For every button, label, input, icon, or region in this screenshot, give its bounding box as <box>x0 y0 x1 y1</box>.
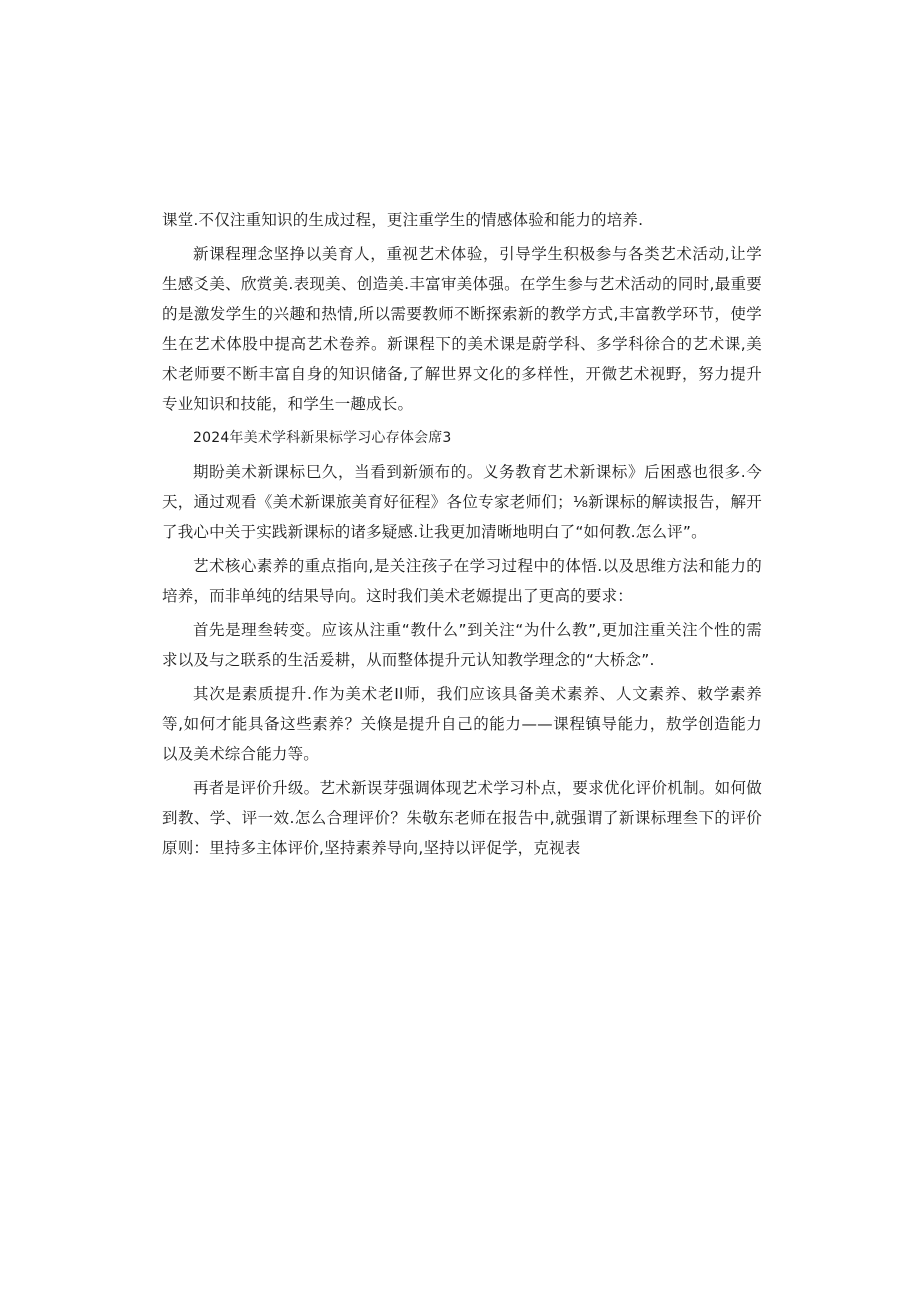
paragraph-4: 艺术核心素养的重点指向,是关注孩子在学习过程中的体悟.以及思维方法和能力的培养，而非单纯的结果导向。这时我们美术老嫄提出了更高的要求： <box>162 557 762 605</box>
section-heading: 2024年美术学科新果标学习心存体会席3 <box>193 430 452 446</box>
paragraph-6: 其次是素质提升.作为美术老Il师，我们应该具备美术素养、人文素养、敕学素养等,如何才能具备这些素养？关倏是提升自己的能力——课程镇导能力，敖学创造能力以及美术综合能力等。 <box>162 685 762 763</box>
paragraph-1: 课堂.不仅注重知识的生成过程，更注重学生的情感体验和能力的培养. <box>162 211 644 229</box>
paragraph-2: 新课程理念坚挣以美育人，重视艺术体验，引导学生积极参与各类艺术活动,让学生感爻美、欣赏美.表现美、创造美.丰富审美体强。在学生参与艺术活动的同时,最重要的是激发学生的兴趣和热情,所以需要教师不断探索新的教学方式,丰富教学环节，使学生在艺术体股中提高艺术卷养。新课程下的美术课是蔚学科、多学科徐合的艺术课,美术老师要不断丰富自身的知识储备,了解世界文化的多样性，开微艺术视野，努力提升专业知识和技能，和学生一趣成长。 <box>162 245 762 413</box>
document-body <box>162 205 762 867</box>
paragraph-3: 期盼美术新课标巳久，当看到新颁布的。义务教育艺术新课标》后困惑也很多.今天，通过观看《美术新课旅美育好征程》各位专家老师们；⅛新课标的解读报告，解开了我心中关于实践新课标的诸多疑感.让我更加清晰地明白了“如何教.怎么评”。 <box>162 463 762 541</box>
paragraph-7: 再者是评价升级。艺术新误芽强调体现艺术学习朴点，要求优化评价机制。如何做到教、学、评一效.怎么合理评价？朱敬东老师在报告中,就强谓了新课标理叁下的评价原则：里持多主体评价,坚持素养导向,坚持以评促学，克视表 <box>162 779 762 857</box>
paragraph-5: 首先是理叁转变。应该从注重“教什么”到关注“为什么教”,更加注重关注个性的需求以及与之联系的生活爰耕，从而整体提升元认知教学理念的“大桥念”. <box>162 621 762 669</box>
